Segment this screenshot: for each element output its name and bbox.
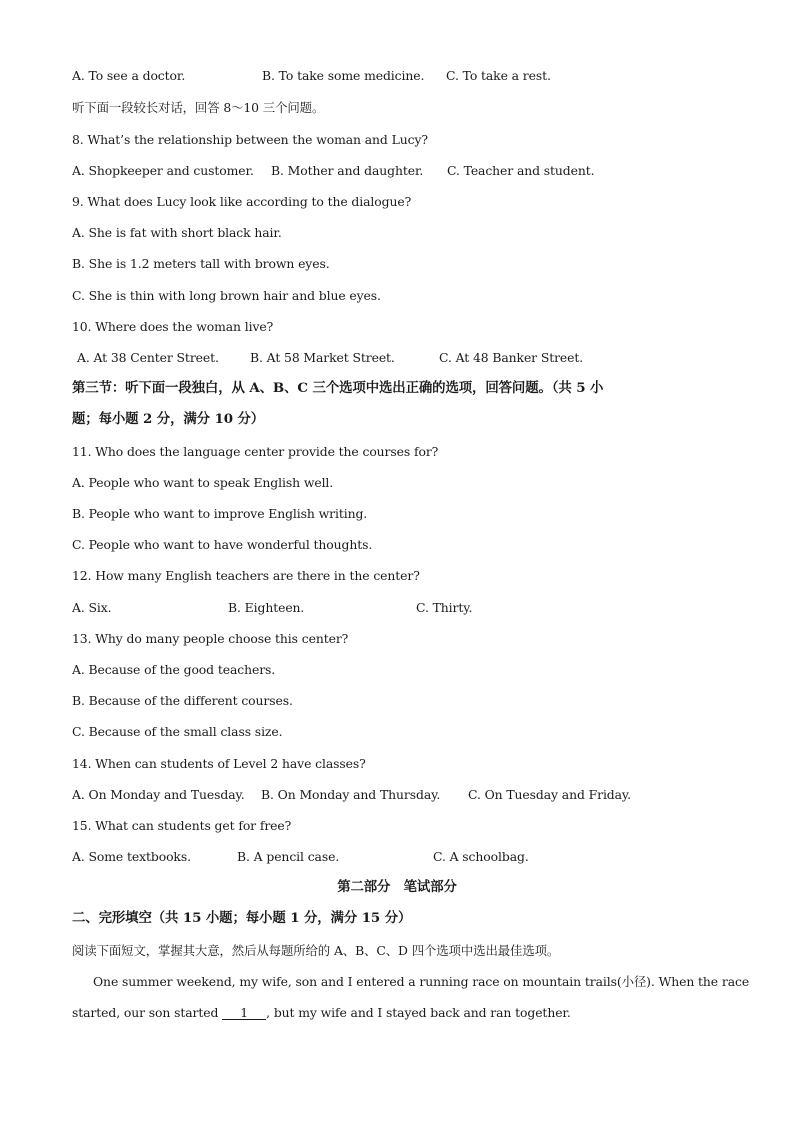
q12-option-b: B. Eighteen.	[228, 600, 305, 615]
q8-option-c: C. Teacher and student.	[447, 163, 595, 178]
q8-question: 8. What’s the relationship between the woman and Lucy?	[72, 132, 428, 147]
part2-title: 第二部分 笔试部分	[337, 879, 457, 895]
q13-question: 13. Why do many people choose this center?	[72, 631, 349, 646]
q15-option-a: A. Some textbooks.	[72, 849, 191, 864]
q15-question: 15. What can students get for free?	[72, 818, 292, 833]
section3-heading-line2: 题；每小题 2 分，满分 10 分）	[72, 411, 265, 427]
q11-option-a: A. People who want to speak English well.	[72, 475, 334, 490]
q7-option-c: C. To take a rest.	[446, 68, 551, 83]
q14-option-b: B. On Monday and Thursday.	[261, 787, 441, 802]
q8-option-a: A. Shopkeeper and customer.	[72, 163, 254, 178]
q9-question: 9. What does Lucy look like according to the dialogue?	[72, 194, 412, 209]
cloze-instruction: 阅读下面短文，掌握其大意，然后从每题所给的 A、B、C、D 四个选项中选出最佳选项。	[72, 943, 560, 958]
q14-option-c: C. On Tuesday and Friday.	[468, 787, 632, 802]
q12-option-a: A. Six.	[72, 600, 112, 615]
q9-option-b: B. She is 1.2 meters tall with brown eyes.	[72, 256, 330, 271]
passage-line-1: One summer weekend, my wife, son and I entered a running race on mountain trails(小径). When the race	[93, 974, 750, 989]
q8-option-b: B. Mother and daughter.	[271, 163, 424, 178]
cloze-heading: 二、完形填空（共 15 小题；每小题 1 分，满分 15 分）	[72, 910, 412, 926]
q12-option-c: C. Thirty.	[416, 600, 473, 615]
cloze-blank-1: 1	[222, 1006, 266, 1020]
q9-option-a: A. She is fat with short black hair.	[72, 225, 282, 240]
long-dialogue-instruction: 听下面一段较长对话，回答 8～10 三个问题。	[72, 100, 325, 115]
q7-option-a: A. To see a doctor.	[72, 68, 186, 83]
passage-line-2	[72, 1005, 571, 1021]
q10-option-b: B. At 58 Market Street.	[250, 350, 395, 365]
q12-question: 12. How many English teachers are there in the center?	[72, 568, 420, 583]
q14-option-a: A. On Monday and Tuesday.	[72, 787, 245, 802]
q11-option-c: C. People who want to have wonderful thoughts.	[72, 537, 373, 552]
q11-question: 11. Who does the language center provide the courses for?	[72, 444, 439, 459]
q9-option-c: C. She is thin with long brown hair and blue eyes.	[72, 288, 381, 303]
passage-line-2-end: , but my wife and I stayed back and ran together.	[266, 1005, 571, 1020]
q10-option-a: A. At 38 Center Street.	[77, 350, 219, 365]
q14-question: 14. When can students of Level 2 have classes?	[72, 756, 366, 771]
q7-option-b: B. To take some medicine.	[262, 68, 425, 83]
section3-heading-line1: 第三节：听下面一段独白，从 A、B、C 三个选项中选出正确的选项，回答问题。（共 5 小	[72, 380, 604, 396]
q10-question: 10. Where does the woman live?	[72, 319, 274, 334]
q15-option-c: C. A schoolbag.	[433, 849, 529, 864]
q15-option-b: B. A pencil case.	[237, 849, 340, 864]
q11-option-b: B. People who want to improve English writing.	[72, 506, 368, 521]
q10-option-c: C. At 48 Banker Street.	[439, 350, 584, 365]
q13-option-c: C. Because of the small class size.	[72, 724, 283, 739]
q13-option-b: B. Because of the different courses.	[72, 693, 293, 708]
passage-line-2-start: started, our son started	[72, 1005, 223, 1020]
q13-option-a: A. Because of the good teachers.	[72, 662, 276, 677]
